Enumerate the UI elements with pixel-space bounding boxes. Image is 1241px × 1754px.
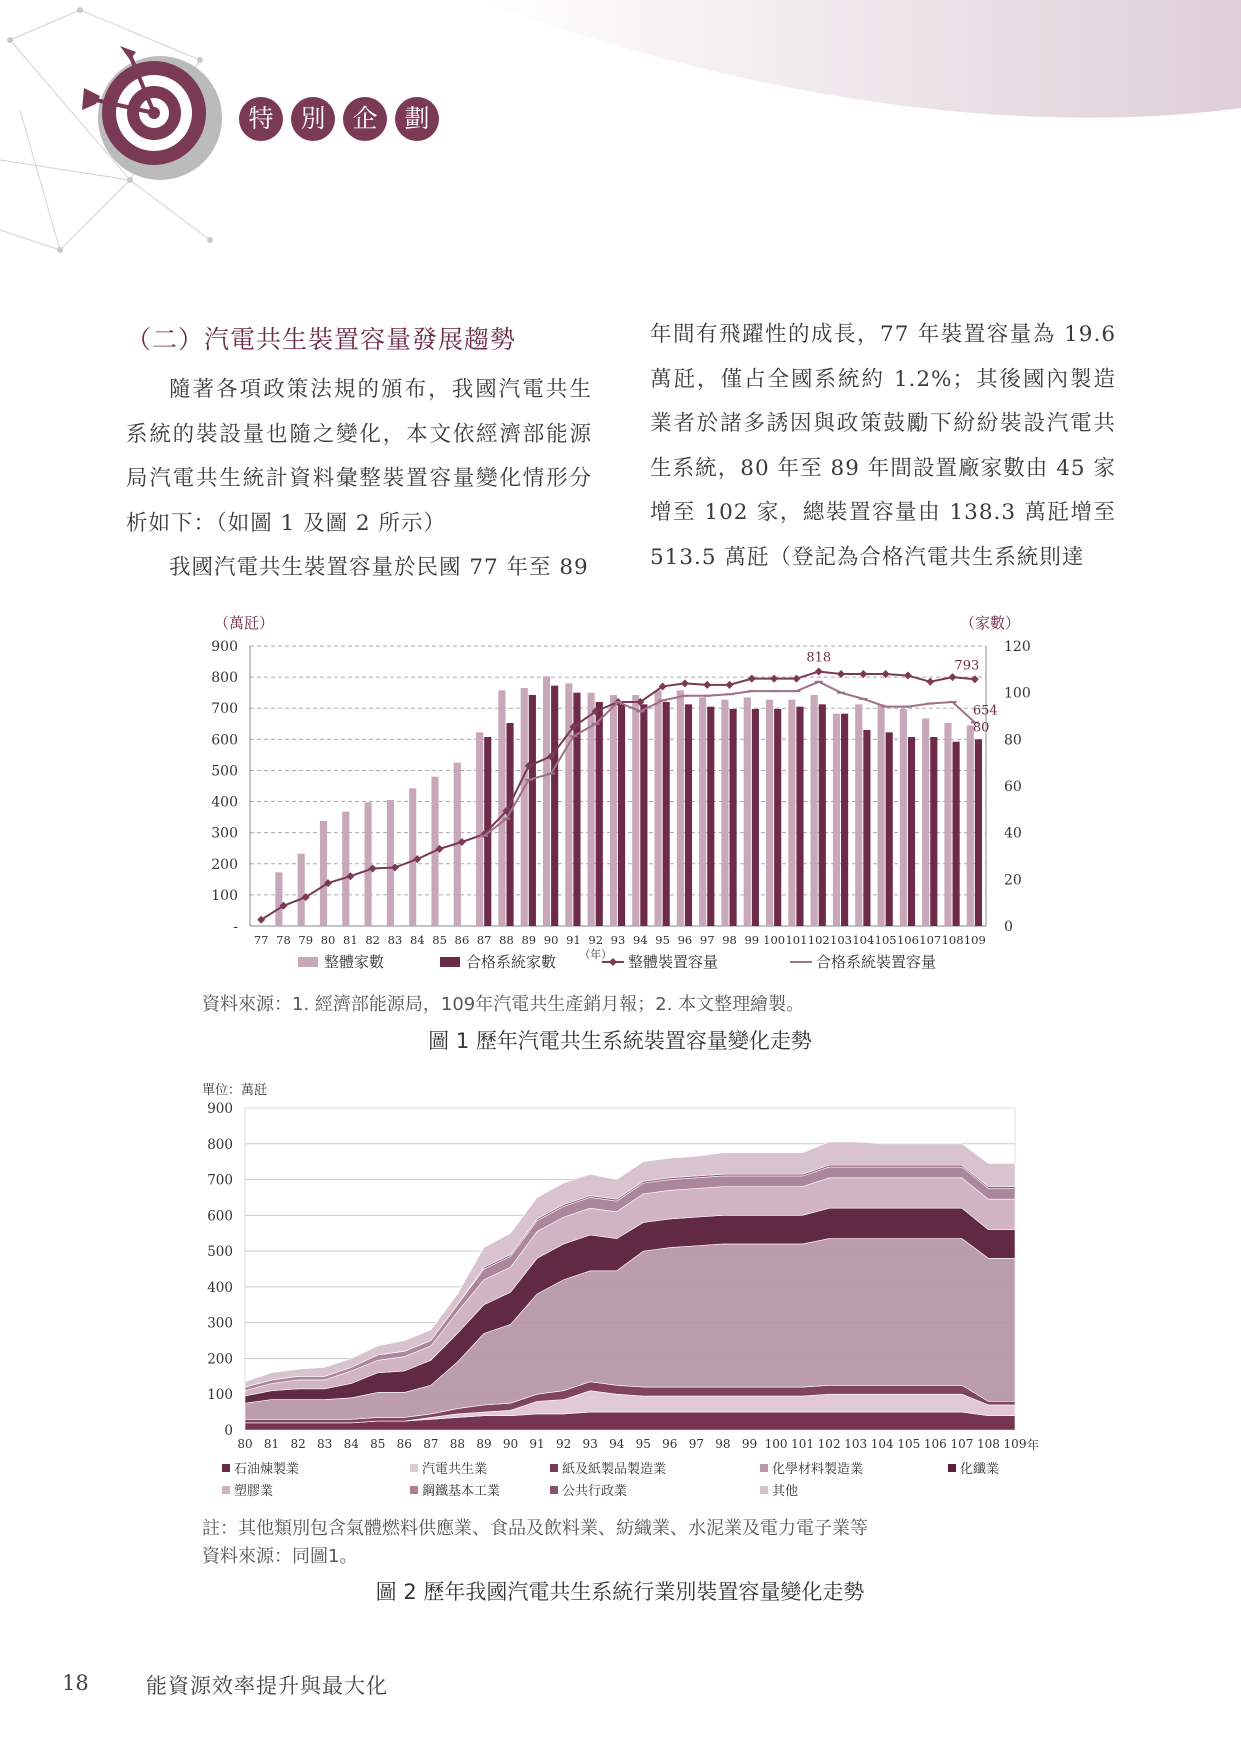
y-tick-left: 700 — [211, 701, 238, 718]
header-tag-3: 企 — [343, 97, 387, 141]
point-total-capacity — [703, 681, 711, 689]
y-axis-left-label: （萬瓩） — [214, 614, 275, 632]
x-tick-label: 101 — [791, 1437, 815, 1451]
text-column-left — [126, 318, 592, 591]
y-tick: 400 — [207, 1279, 233, 1296]
y-tick-left: 400 — [211, 794, 238, 811]
y-tick-left: 800 — [211, 670, 238, 687]
x-tick-label: 81 — [263, 1437, 280, 1451]
annotation-793: 793 — [954, 658, 980, 674]
x-tick-label: 99 — [744, 933, 760, 947]
x-tick-label: 83 — [387, 933, 403, 947]
x-tick-label: 82 — [365, 933, 380, 947]
legend-label: 合格系統家數 — [466, 953, 557, 971]
bar-total-firms — [744, 697, 751, 926]
bar-qualified-firms — [908, 737, 915, 926]
legend-swatch — [222, 1486, 230, 1494]
x-tick-label: 105 — [897, 1437, 921, 1451]
legend-label: 整體裝置容量 — [628, 953, 719, 971]
bar-qualified-firms — [596, 702, 603, 926]
y-tick-right: 0 — [1004, 919, 1013, 935]
y-tick-left: 300 — [211, 825, 238, 842]
bar-qualified-firms — [506, 723, 513, 926]
x-tick-label: 88 — [449, 1437, 466, 1451]
y-tick-right: 80 — [1004, 732, 1022, 749]
x-tick-label: 82 — [290, 1437, 306, 1451]
x-tick-label: 97 — [688, 1437, 705, 1451]
legend-label: 化學材料製造業 — [772, 1462, 864, 1477]
bar-qualified-firms — [819, 704, 826, 926]
bar-total-firms — [967, 725, 974, 926]
x-tick-label: 86 — [454, 933, 470, 947]
page-number: 18 — [62, 1671, 89, 1695]
bar-qualified-firms — [774, 709, 781, 926]
bar-total-firms — [320, 821, 327, 926]
bar-total-firms — [498, 690, 505, 926]
y-axis-right-label: （家數） — [960, 614, 1021, 632]
y-tick: 700 — [207, 1172, 233, 1189]
bar-total-firms — [900, 709, 907, 926]
figure-1-chart — [190, 604, 1031, 984]
x-tick-label: 93 — [610, 933, 626, 947]
bar-total-firms — [922, 718, 929, 926]
header-tag-2: 別 — [291, 97, 335, 141]
x-tick-label: 78 — [276, 933, 291, 947]
figure-1-caption: 圖 1 歷年汽電共生系統裝置容量變化走勢 — [428, 1029, 812, 1053]
header-tag-1: 特 — [239, 97, 283, 141]
y-tick-left: 900 — [211, 639, 238, 655]
bar-total-firms — [721, 700, 728, 926]
point-total-capacity — [770, 675, 778, 683]
bar-total-firms — [654, 690, 661, 926]
legend-label: 公共行政業 — [562, 1484, 628, 1499]
bar-qualified-firms — [663, 702, 670, 926]
x-tick-label: 95 — [635, 1437, 651, 1451]
bar-total-firms — [610, 695, 617, 926]
bar-qualified-firms — [551, 686, 558, 926]
x-tick-label: 103 — [830, 933, 853, 947]
bar-total-firms — [766, 700, 773, 926]
bar-qualified-firms — [953, 742, 960, 926]
text-column-right — [650, 313, 1116, 580]
point-total-capacity — [681, 679, 689, 687]
point-total-capacity — [971, 675, 979, 683]
x-tick-label: 86 — [396, 1437, 412, 1451]
bar-total-firms — [811, 695, 818, 926]
bar-qualified-firms — [685, 704, 692, 926]
x-tick-label: 90 — [543, 933, 559, 947]
legend-swatch — [948, 1464, 956, 1472]
x-tick-label: 96 — [677, 933, 693, 947]
legend-label: 合格系統裝置容量 — [816, 953, 937, 971]
x-tick-label: 100 — [764, 1437, 788, 1451]
legend-label: 汽電共生業 — [422, 1462, 488, 1477]
x-tick-label: 100 — [763, 933, 786, 947]
y-tick: 900 — [207, 1101, 233, 1117]
x-tick-label: 77 — [253, 933, 269, 947]
bar-qualified-firms — [752, 709, 759, 926]
legend-label: 石油煉製業 — [234, 1462, 300, 1477]
bar-total-firms — [342, 812, 349, 926]
x-tick-label: 89 — [521, 933, 537, 947]
annotation-818: 818 — [806, 650, 832, 666]
x-tick-label: 88 — [499, 933, 514, 947]
bar-total-firms — [476, 732, 483, 926]
bar-total-firms — [699, 697, 706, 926]
bar-total-firms — [298, 854, 305, 926]
legend-swatch — [298, 957, 318, 967]
bar-qualified-firms — [930, 737, 937, 926]
y-tick-right: 100 — [1004, 685, 1031, 702]
section-title: （二）汽電共生裝置容量發展趨勢 — [126, 325, 517, 354]
y-tick: 500 — [207, 1244, 233, 1261]
legend-swatch — [222, 1464, 230, 1472]
x-tick-label: 103 — [844, 1437, 868, 1451]
x-tick-label: 106 — [896, 933, 919, 947]
x-tick-label: 89 — [476, 1437, 492, 1451]
x-tick-label: 85 — [432, 933, 447, 947]
footer-title: 能資源效率提升與最大化 — [146, 1674, 388, 1698]
bar-total-firms — [275, 872, 282, 926]
y-tick-left: 100 — [211, 887, 238, 904]
x-tick-label: 97 — [699, 933, 715, 947]
annotation-654: 654 — [972, 703, 998, 719]
y-tick-left: 500 — [211, 763, 238, 780]
bar-qualified-firms — [618, 704, 625, 926]
point-total-capacity — [904, 672, 912, 680]
bar-total-firms — [409, 788, 416, 926]
y-tick-right: 20 — [1004, 872, 1022, 889]
bar-qualified-firms — [975, 739, 982, 926]
x-tick-label: 99 — [741, 1437, 758, 1451]
header-tag-4: 劃 — [395, 97, 439, 141]
x-tick-label: 94 — [632, 933, 648, 947]
bar-total-firms — [944, 723, 951, 926]
legend-swatch — [760, 1486, 768, 1494]
x-axis-label: （年） — [579, 948, 613, 961]
y-tick-right: 60 — [1004, 779, 1022, 795]
legend-swatch — [760, 1464, 768, 1472]
x-tick-label: 104 — [852, 933, 875, 947]
y-tick: 300 — [207, 1315, 233, 1332]
y-tick: 600 — [207, 1208, 233, 1225]
y-tick: 0 — [224, 1423, 233, 1439]
x-tick-label: 84 — [409, 933, 425, 947]
y-tick-left: 600 — [211, 732, 238, 749]
target-icon — [82, 46, 222, 180]
bar-qualified-firms — [640, 704, 647, 926]
figure-2-note: 註：其他類別包含氣體燃料供應業、食品及飲料業、紡織業、水泥業及電力電子業等 — [202, 1518, 868, 1539]
point-total-capacity — [748, 675, 756, 683]
x-tick-label: 80 — [320, 933, 336, 947]
bar-total-firms — [855, 704, 862, 926]
legend-label: 鋼鐵基本工業 — [422, 1484, 501, 1499]
x-tick-label: 95 — [655, 933, 670, 947]
legend-swatch — [440, 957, 460, 967]
legend-swatch — [410, 1486, 418, 1494]
point-total-capacity — [726, 681, 734, 689]
x-tick-label: 105 — [874, 933, 897, 947]
legend-label: 整體家數 — [324, 953, 385, 971]
x-tick-label: 79 — [298, 933, 314, 947]
legend-label: 塑膠業 — [234, 1484, 274, 1499]
x-tick-label: 98 — [722, 933, 737, 947]
y-axis-label: 單位：萬瓩 — [202, 1083, 268, 1098]
legend-label: 化纖業 — [960, 1462, 1000, 1477]
point-total-capacity — [949, 673, 957, 681]
bar-qualified-firms — [796, 707, 803, 926]
paragraph-1: 隨著各項政策法規的頒布，我國汽電共生系統的裝設量也隨之變化，本文依經濟部能源局汽電共生統計資料彙整裝置容量變化情形分析如下：（如圖 1 及圖 2 所示） — [126, 377, 592, 536]
paragraph-2-cont: 年間有飛躍性的成長，77 年裝置容量為 19.6 萬瓩，僅占全國系統約 1.2%；其後國內製造業者於諸多誘因與政策鼓勵下紛紛裝設汽電共生系統，80 年至 89 年間設置廠家數由 45 家增至 102 家，總裝置容量由 138.3 萬瓩增至 513.5 萬瓩（登記為合格汽電共生系統則達 — [650, 322, 1116, 570]
x-tick-label: 85 — [370, 1437, 386, 1451]
legend-swatch — [550, 1486, 558, 1494]
x-tick-label: 91 — [529, 1437, 545, 1451]
y-tick-left: - — [233, 919, 238, 935]
x-tick-label: 107 — [950, 1437, 974, 1451]
y-tick-right: 40 — [1004, 825, 1022, 842]
legend-swatch — [550, 1464, 558, 1472]
y-tick-left: 200 — [211, 856, 238, 873]
x-tick-label: 81 — [343, 933, 358, 947]
x-tick-label: 94 — [609, 1437, 625, 1451]
bar-total-firms — [632, 695, 639, 926]
figure-2-caption: 圖 2 歷年我國汽電共生系統行業別裝置容量變化走勢 — [375, 1580, 865, 1604]
bar-total-firms — [565, 683, 572, 926]
x-tick-label: 87 — [423, 1437, 439, 1451]
bar-total-firms — [833, 714, 840, 926]
x-tick-label: 108 — [941, 933, 964, 947]
bar-total-firms — [543, 676, 550, 926]
legend-swatch — [410, 1464, 418, 1472]
figure-2-chart — [190, 1080, 1050, 1510]
y-tick: 200 — [207, 1351, 233, 1368]
bar-qualified-firms — [529, 695, 536, 926]
bar-total-firms — [521, 688, 528, 926]
x-tick-label: 87 — [476, 933, 492, 947]
header-photo-band — [480, 0, 1241, 118]
y-tick: 800 — [207, 1136, 233, 1153]
y-tick: 100 — [207, 1387, 233, 1404]
bar-qualified-firms — [863, 730, 870, 926]
x-tick-label: 92 — [555, 1437, 572, 1451]
bar-qualified-firms — [886, 732, 893, 926]
x-tick-label: 107 — [919, 933, 942, 947]
x-tick-label: 109 — [963, 933, 986, 947]
bar-total-firms — [877, 704, 884, 926]
legend-label: 紙及紙製品製造業 — [562, 1462, 667, 1477]
figure-2-source: 資料來源：同圖1。 — [202, 1546, 358, 1567]
x-tick-label: 90 — [502, 1437, 519, 1451]
x-tick-label: 91 — [566, 933, 581, 947]
x-tick-label: 102 — [817, 1437, 841, 1451]
x-tick-label: 102 — [807, 933, 830, 947]
bar-total-firms — [365, 802, 372, 926]
y-tick-right: 120 — [1004, 639, 1031, 655]
bar-total-firms — [677, 690, 684, 926]
annotation-80: 80 — [972, 720, 990, 736]
x-tick-label: 104 — [870, 1437, 894, 1451]
paragraph-2-start: 我國汽電共生裝置容量於民國 77 年至 89 — [169, 555, 589, 580]
x-tick-label: 83 — [317, 1437, 333, 1451]
bar-total-firms — [788, 700, 795, 926]
x-tick-label: 93 — [582, 1437, 598, 1451]
x-tick-label: 109 — [1003, 1437, 1027, 1451]
x-tick-label: 98 — [715, 1437, 731, 1451]
x-tick-label: 96 — [662, 1437, 678, 1451]
legend-label: 其他 — [772, 1484, 799, 1499]
point-total-capacity — [926, 678, 934, 686]
bar-qualified-firms — [730, 709, 737, 926]
x-tick-label: 92 — [588, 933, 604, 947]
bar-qualified-firms — [841, 714, 848, 926]
x-tick-label: 108 — [976, 1437, 1000, 1451]
header-banner — [0, 0, 1241, 290]
point-total-capacity — [792, 675, 800, 683]
x-tick-label: 84 — [343, 1437, 359, 1451]
bar-total-firms — [387, 800, 394, 926]
figure-1-source: 資料來源：1. 經濟部能源局，109年汽電共生產銷月報；2. 本文整理繪製。 — [202, 994, 805, 1015]
x-axis-label: 年 — [1027, 1438, 1040, 1452]
x-tick-label: 106 — [923, 1437, 947, 1451]
x-tick-label: 101 — [785, 933, 808, 947]
x-tick-label: 80 — [237, 1437, 253, 1451]
bar-qualified-firms — [707, 707, 714, 926]
point-total-capacity — [815, 668, 823, 676]
